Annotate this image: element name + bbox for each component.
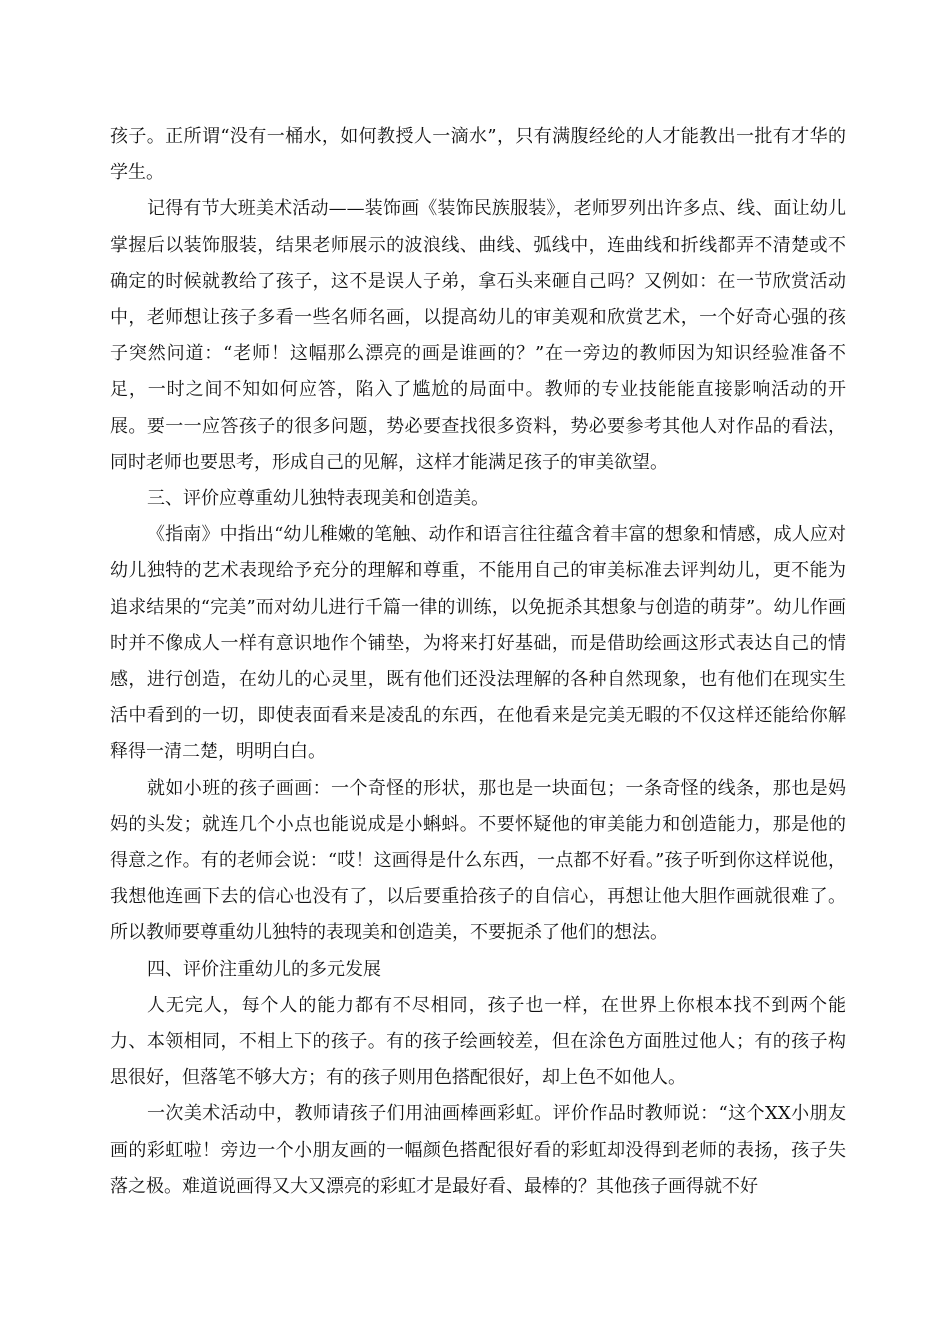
paragraph-art-activity-example: 记得有节大班美术活动——装饰画《装饰民族服装》，老师罗列出许多点、线、面让幼儿掌握后以装饰服装，结果老师展示的波浪线、曲线、弧线中，连曲线和折线都弄不清楚或不确定的时候就教给了孩子，这不是误人子弟，拿石头来砸自己吗？又例如：在一节欣赏活动中，老师想让孩子多看一些名师名画，以提高幼儿的审美观和欣赏艺术，一个好奇心强的孩子突然问道：“老师！这幅那么漂亮的画是谁画的？”在一旁边的教师因为知识经验准备不足，一时之间不知如何应答，陷入了尴尬的局面中。教师的专业技能能直接影响活动的开展。要一一应答孩子的很多问题，势必要查找很多资料，势必要参考其他人对作品的看法，同时老师也要思考，形成自己的见解，这样才能满足孩子的审美欲望。 (110, 198, 846, 473)
body-text (110, 119, 846, 1205)
section-heading-four: 四、评价注重幼儿的多元发展 (147, 958, 381, 980)
section-heading-three: 三、评价应尊重幼儿独特表现美和创造美。 (147, 488, 489, 510)
paragraph-continuation: 孩子。正所谓“没有一桶水，如何教授人一滴水”，只有满腹经纶的人才能教出一批有才华的学生。 (110, 126, 846, 184)
paragraph-diverse-abilities: 人无完人，每个人的能力都有不尽相同，孩子也一样，在世界上你根本找不到两个能力、本领相同，不相上下的孩子。有的孩子绘画较差，但在涂色方面胜过他人；有的孩子构思很好，但落笔不够大方；有的孩子则用色搭配很好，却上色不如他人。 (110, 994, 846, 1089)
paragraph-guide-quote: 《指南》中指出“幼儿稚嫩的笔触、动作和语言往往蕴含着丰富的想象和情感，成人应对幼儿独特的艺术表现给予充分的理解和尊重，不能用自己的审美标准去评判幼儿，更不能为追求结果的“完美”而对幼儿进行千篇一律的训练，以免扼杀其想象与创造的萌芽”。幼儿作画时并不像成人一样有意识地作个铺垫，为将来打好基础，而是借助绘画这形式表达自己的情感，进行创造，在幼儿的心灵里，既有他们还没法理解的各种自然现象，也有他们在现实生活中看到的一切，即使表面看来是凌乱的东西，在他看来是完美无暇的不仅这样还能给你解释得一清二楚，明明白白。 (110, 524, 846, 763)
paragraph-small-class-example: 就如小班的孩子画画：一个奇怪的形状，那也是一块面包；一条奇怪的线条，那也是妈妈的头发；就连几个小点也能说成是小蝌蚪。不要怀疑他的审美能力和创造能力，那是他的得意之作。有的老师会说：“哎！这画得是什么东西，一点都不好看。”孩子听到你这样说他，我想他连画下去的信心也没有了，以后要重拾孩子的自信心，再想让他大胆作画就很难了。所以教师要尊重幼儿独特的表现美和创造美，不要扼杀了他们的想法。 (110, 777, 846, 944)
paragraph-rainbow-example: 一次美术活动中，教师请孩子们用油画棒画彩虹。评价作品时教师说：“这个XX小朋友画的彩虹啦！旁边一个小朋友画的一幅颜色搭配很好看的彩虹却没得到老师的表扬，孩子失落之极。难道说画得又大又漂亮的彩虹才是最好看、最棒的？其他孩子画得就不好 (110, 1103, 846, 1197)
